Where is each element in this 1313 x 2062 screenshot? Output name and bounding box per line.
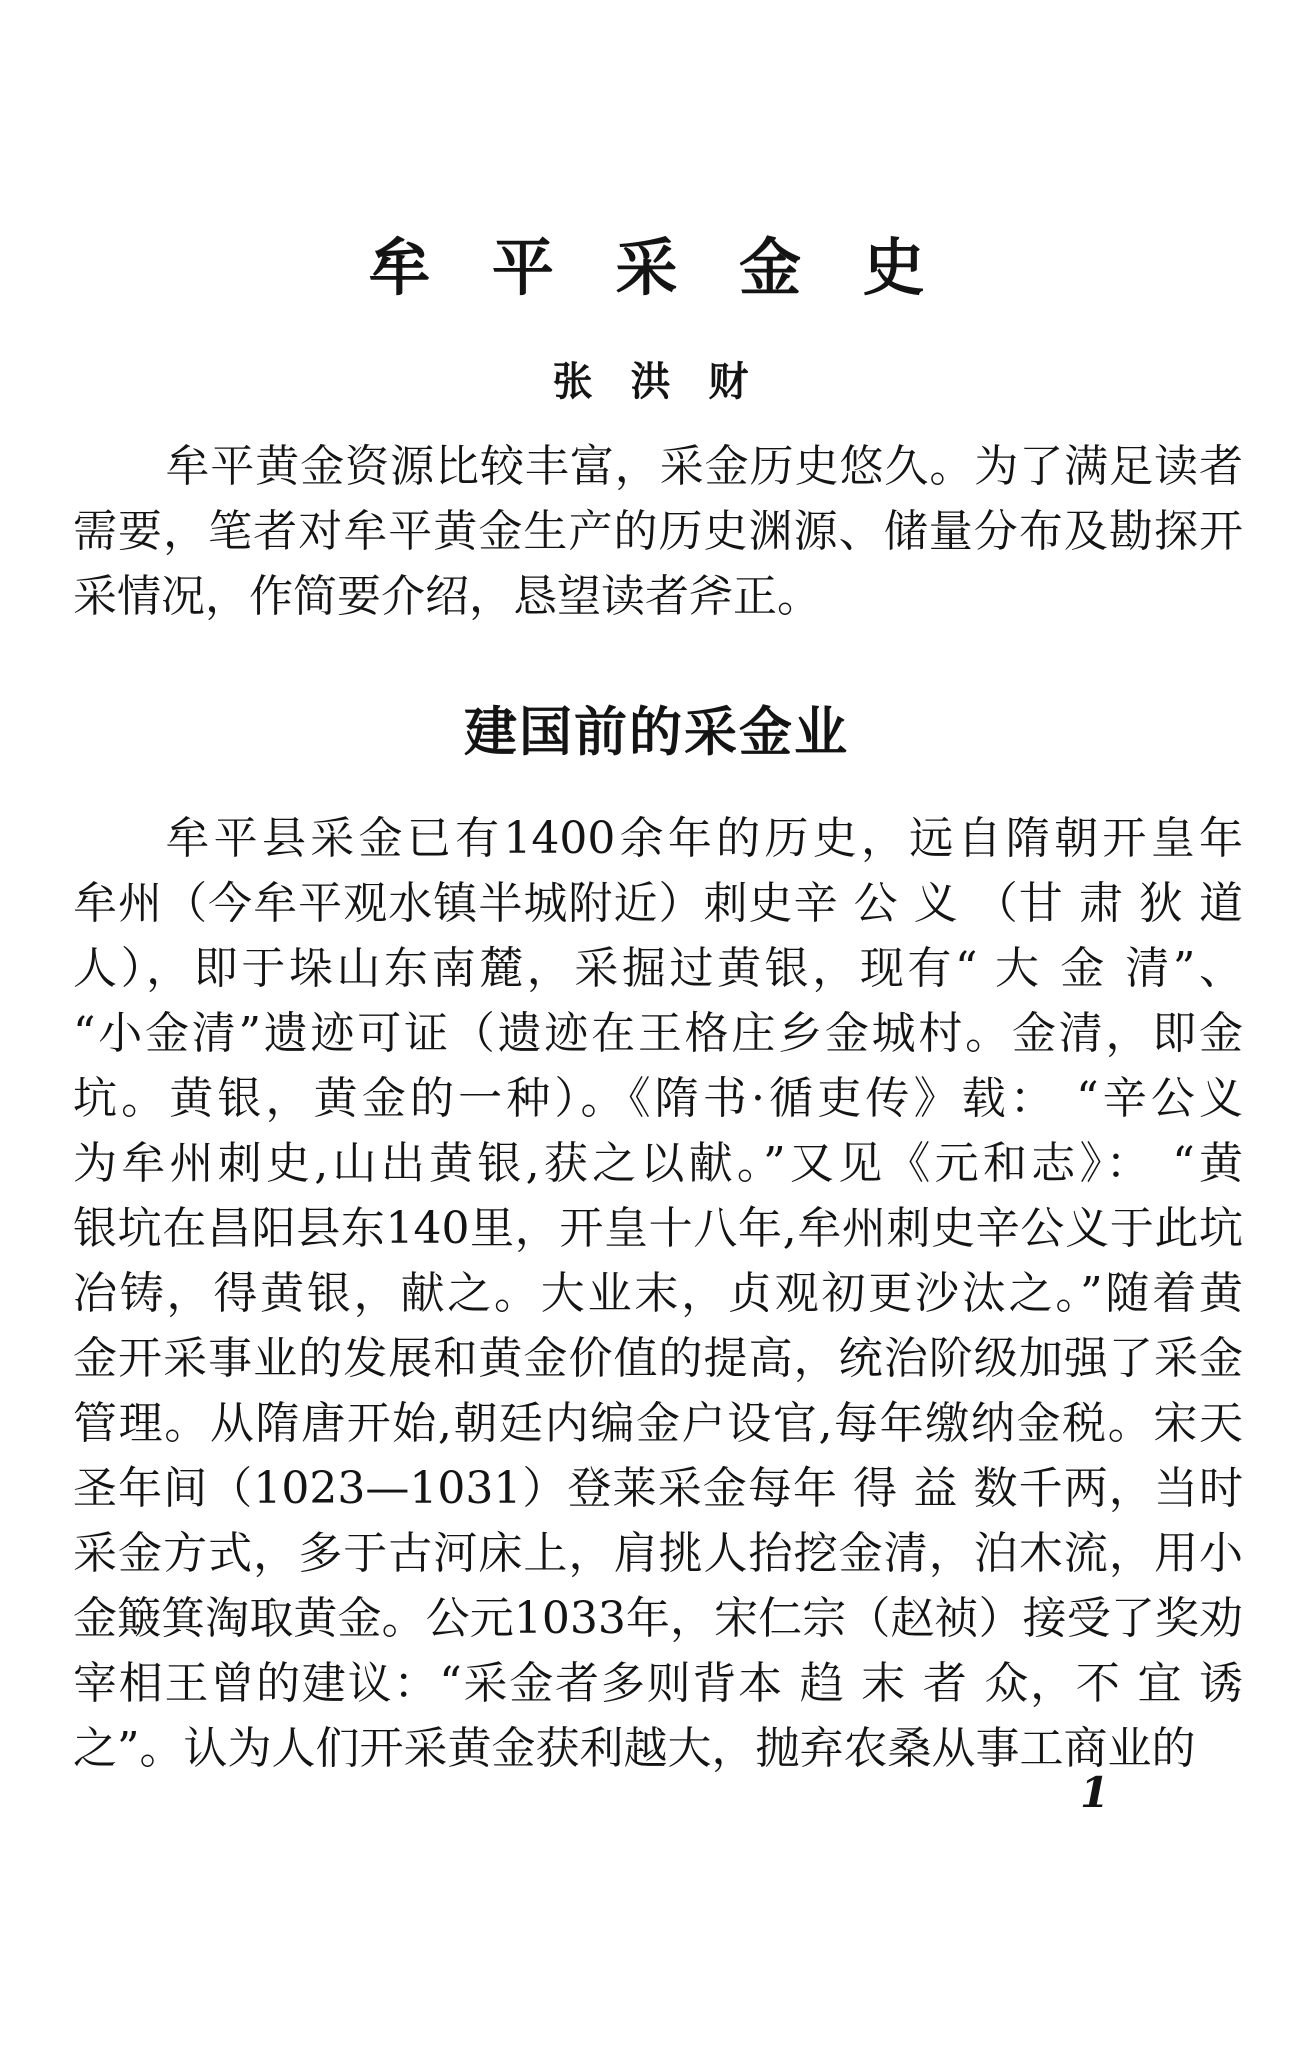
text-line: 为牟州刺史,山出黄银,获之以献。”又见《元和志》： “黄 — [73, 1138, 1243, 1189]
text-line: 之”。认为人们开采黄金获利越大，抛弃农桑从事工商业的 — [73, 1723, 1196, 1774]
body-paragraph — [73, 806, 1243, 1781]
text-line: 金簸箕淘取黄金。公元1033年，宋仁宗（赵祯）接受了奖劝 — [73, 1593, 1243, 1644]
text-line: 宰相王曾的建议：“采金者多则背本 趋 末 者 众，不 宜 诱 — [73, 1658, 1243, 1709]
page-title: 牟 平 采 金 史 — [368, 231, 945, 304]
section-heading: 建国前的采金业 — [464, 701, 849, 763]
text-line: 人），即于垛山东南麓，采掘过黄银，现有“ 大 金 清”、 — [73, 943, 1243, 994]
text-line: 冶铸，得黄银，献之。大业末，贞观初更沙汰之。”随着黄 — [73, 1268, 1243, 1319]
author-byline: 张 洪 财 — [552, 358, 761, 405]
text-line: 牟州（今牟平观水镇半城附近）刺史辛 公 义 （甘 肃 狄 道 — [73, 878, 1243, 929]
text-line: 采金方式，多于古河床上，肩挑人抬挖金清，泊木流，用小 — [73, 1528, 1243, 1579]
text-line: 牟平黄金资源比较丰富，采金历史悠久。为了满足读者 — [165, 441, 1243, 492]
text-line: 金开采事业的发展和黄金价值的提高，统治阶级加强了采金 — [73, 1333, 1243, 1384]
text-line: 需要，笔者对牟平黄金生产的历史渊源、储量分布及勘探开 — [73, 506, 1243, 557]
page-number: 1 — [1080, 1768, 1110, 1817]
text-line: 坑。黄银，黄金的一种）。《隋书·循吏传》载： “辛公义 — [73, 1073, 1243, 1124]
text-line: 银坑在昌阳县东140里，开皇十八年,牟州刺史辛公义于此坑 — [73, 1203, 1243, 1254]
text-line: 采情况，作简要介绍，恳望读者斧正。 — [73, 571, 821, 622]
text-line: 圣年间（1023—1031）登莱采金每年 得 益 数千两，当时 — [73, 1463, 1243, 1514]
text-line: “小金清”遗迹可证（遗迹在王格庄乡金城村。金清，即金 — [73, 1008, 1243, 1059]
text-line: 管理。从隋唐开始,朝廷内编金户设官,每年缴纳金税。宋天 — [73, 1398, 1243, 1449]
text-line: 牟平县采金已有1400余年的历史，远自隋朝开皇年 — [165, 813, 1243, 864]
intro-paragraph — [73, 434, 1243, 629]
